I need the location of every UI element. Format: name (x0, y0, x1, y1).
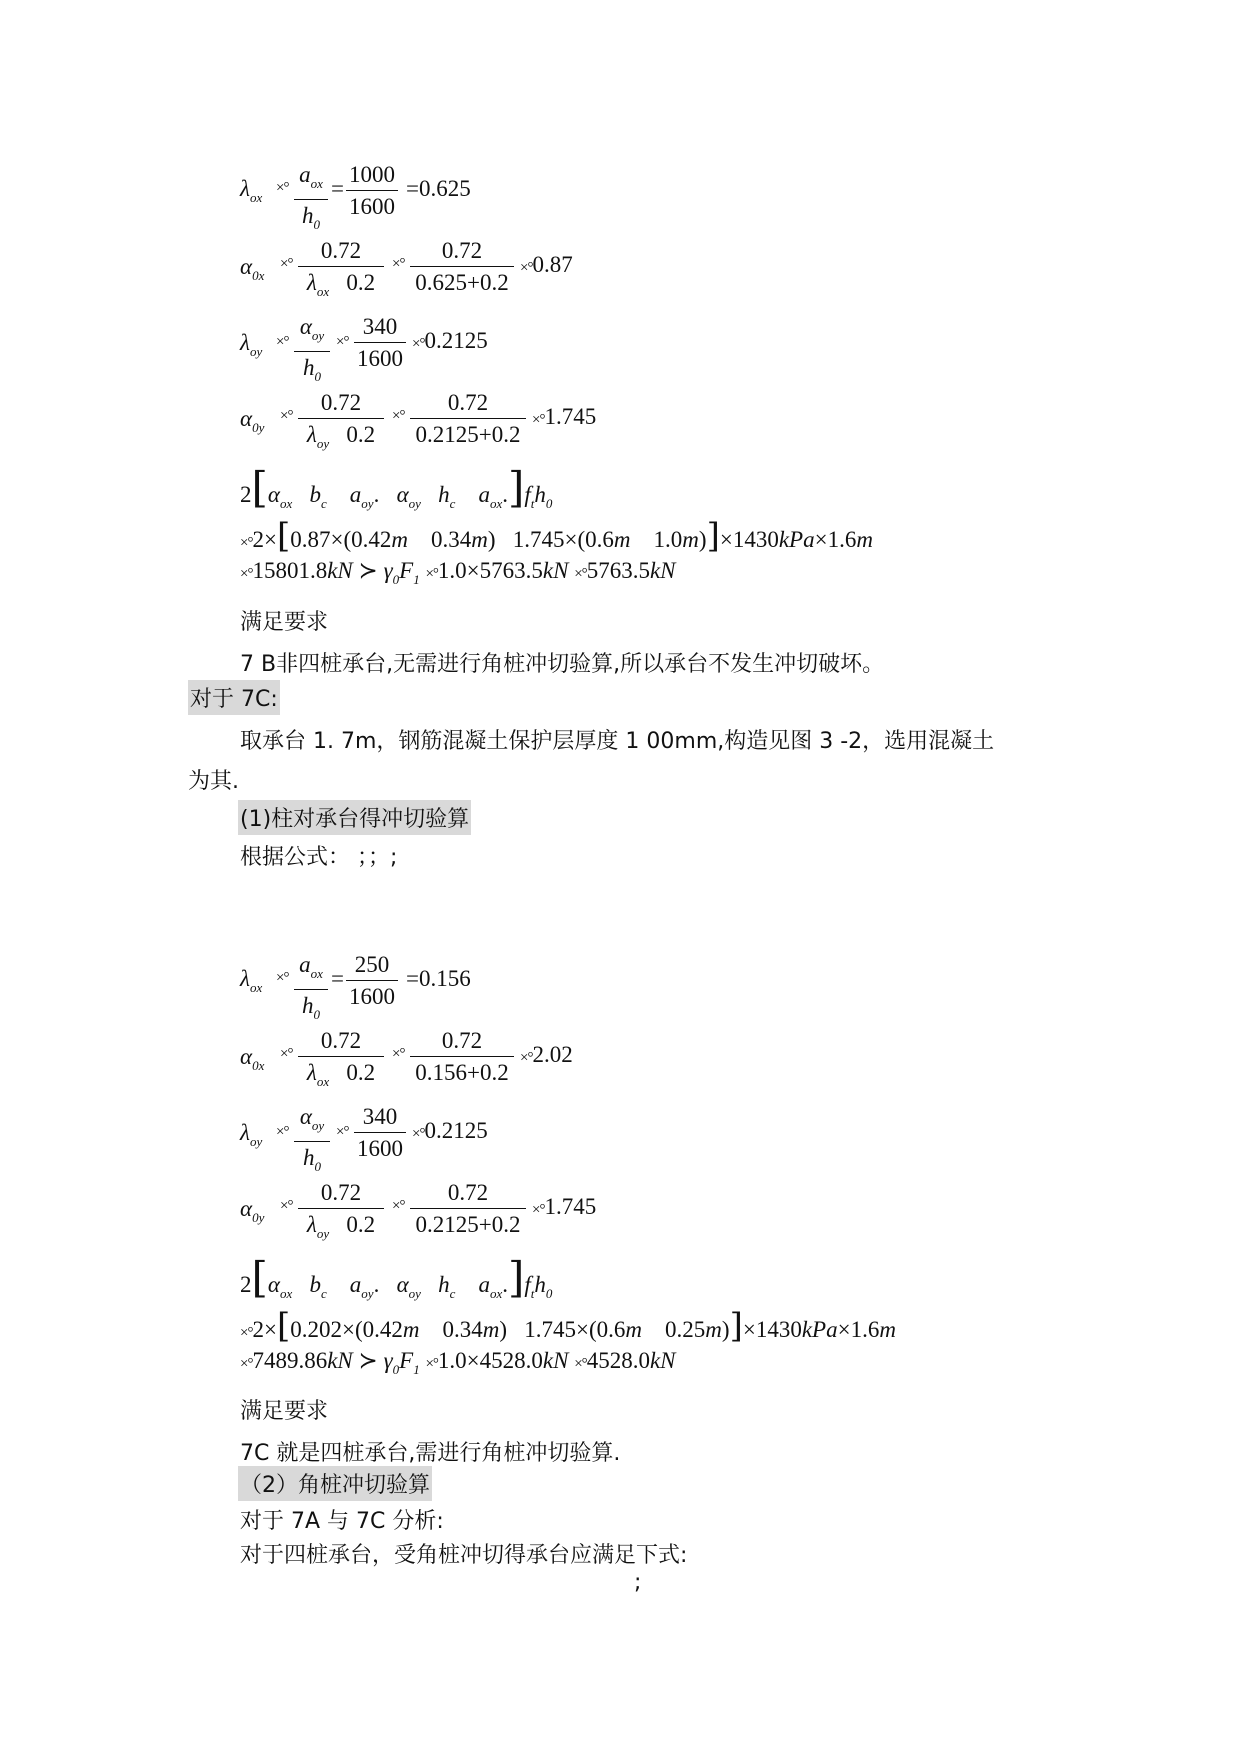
lambda-oy-symbol: $\lambda_{oy}$ (240, 330, 263, 359)
lambda-ox-symbol: $\lambda_{ox}$ (240, 176, 263, 205)
paragraph-take-line1: 取承台 1. 7m，钢筋混凝土保护层厚度 1 00mm,构造见图 3 -2，选用混凝土 (240, 729, 995, 754)
paragraph-four-pile: 对于四桩承台，受角桩冲切得承台应满足下式: (240, 1543, 688, 1568)
heading-for-7c: 对于 7C: (188, 680, 280, 715)
punching-result-2: ×°7489.86kN ≻ $\gamma_0F_1 \times^\circ 1.0\times 4528.0kN \times^\circ 4528.0kN$ (240, 1348, 676, 1377)
lambda-ox-result-2: =0.156 (406, 966, 471, 991)
alpha-0y-result: 1.745 (544, 404, 597, 429)
ratio-fraction: $a_{ox}$ $h_0$ (294, 160, 328, 241)
alpha-0x-result: 0.87 (532, 252, 573, 277)
trailing-semicolon: ; (634, 1570, 642, 1595)
alpha-0y-result-2: 1.745 (544, 1194, 597, 1219)
alpha-0y-symbol: $\alpha_{0y}$ (240, 406, 265, 435)
alpha-0x-symbol: $\alpha_{0x}$ (240, 254, 265, 283)
paragraph-7b: 7 B非四桩承台,无需进行角桩冲切验算,所以承台不发生冲切破坏。 (240, 652, 885, 677)
lambda-oy-result: 0.2125 (424, 328, 488, 353)
satisfy-text-1: 满足要求 (240, 610, 329, 635)
paragraph-take-line2: 为其. (188, 769, 239, 794)
punching-substitution-2: ×°2×[0.202×(0.42m 0.34m) 1.745×(0.6m 0.25m)]×1430kPa×1.6m (240, 1306, 896, 1346)
alpha-0x-result-2: 2.02 (532, 1042, 573, 1067)
lambda-ox-result: =0.625 (406, 176, 471, 201)
formula-basis-text: 根据公式： ；；; (240, 845, 398, 870)
punching-formula: $2[\alpha_{ox}$ $b_c$ $a_{oy}$. $\alpha_{oy}$ $h_c$ $a_{ox}.]f_th_0$ (240, 463, 553, 512)
lambda-oy-result-2: 0.2125 (424, 1118, 488, 1143)
ratio-value-fraction: 1000 1600 (346, 160, 398, 223)
document-page: $\lambda_{ox}$ ×° $a_{ox}$ $h_0$ = 1000 1600 =0.625 $\alpha_{0x}$ ×° 0.72 $\lambda_{ox}$ 0.2 ×° 0.72 0.625+0.2 ×°0.87 $\lambda_{oy}$ ×° $\alpha_{oy}$ $h_0$ ×° 340 1600 ×°0.2125 $\alpha_{0y}$ ×° 0.72 $\lambda_{oy}$ 0.2 ×° 0.72 0.2125+0.2 ×°1.745 $2[\alpha_{ox}$ $b_c$ $a_{oy}$. $\alpha_{oy}$ $h_c$ $a_{ox}.]f_th_0$ ×°2×[0.87×(0.42m 0.34m) 1.745×(0.6m 1.0m)]×1430kPa×1.6m ×°15801.8kN ≻ $\gamma_0F_1 \times^\circ 1.0\times 5763.5kN \times^\circ 5763.5kN$ 满足要求 7 B非四桩承台,无需进行角桩冲切验算,所以承台不发生冲切破坏。 对于 7C: 取承台 1. 7m，钢筋混凝土保护层厚度 1 00mm,构造见图 3 -2，选用混凝土 为其. (1)柱对承台得冲切验算 根据公式： ；；; $\lambda_{ox}$ ×° $a_{ox}$ $h_0$ = 250 1600 =0.156 $\alpha_{0x}$ ×° 0.72 $\lambda_{ox}$ 0.2 ×° 0.72 0.156+0.2 ×°2.02 $\lambda_{oy}$ ×° $\alpha_{oy}$ $h_0$ ×° 340 1600 ×°0.2125 $\alpha_{0y}$ ×° 0.72 $\lambda_{oy}$ 0.2 ×° 0.72 0.2125+0.2 ×°1.745 $2[\alpha_{ox}$ $b_c$ $a_{oy}$. $\alpha_{oy}$ $h_c$ $a_{ox}.]f_th_0$ ×°2×[0.202×(0.42m 0.34m) 1.745×(0.6m 0.25m)]×1430kPa×1.6m ×°7489.86kN ≻ $\gamma_0F_1 \times^\circ 1.0\times 4528.0kN \times^\circ 4528.0kN$ 满足要求 7C 就是四桩承台,需进行角桩冲切验算. （2）角桩冲切验算 对于 7A 与 7C 分析: 对于四桩承台，受角桩冲切得承台应满足下式: ; (188, 162, 995, 1595)
paragraph-7a-7c: 对于 7A 与 7C 分析: (240, 1509, 444, 1534)
punching-formula-2: $2[\alpha_{ox}$ $b_c$ $a_{oy}$. $\alpha_{oy}$ $h_c$ $a_{ox}.]f_th_0$ (240, 1253, 553, 1302)
satisfy-text-2: 满足要求 (240, 1399, 329, 1424)
punching-result: ×°15801.8kN ≻ $\gamma_0F_1 \times^\circ 1.0\times 5763.5kN \times^\circ 5763.5kN$ (240, 558, 676, 587)
paragraph-7c: 7C 就是四桩承台,需进行角桩冲切验算. (240, 1441, 621, 1466)
punching-substitution: ×°2×[0.87×(0.42m 0.34m) 1.745×(0.6m 1.0m)]×1430kPa×1.6m (240, 516, 873, 556)
section-heading-1: (1)柱对承台得冲切验算 (238, 800, 471, 835)
section-heading-2: （2）角桩冲切验算 (238, 1466, 432, 1501)
